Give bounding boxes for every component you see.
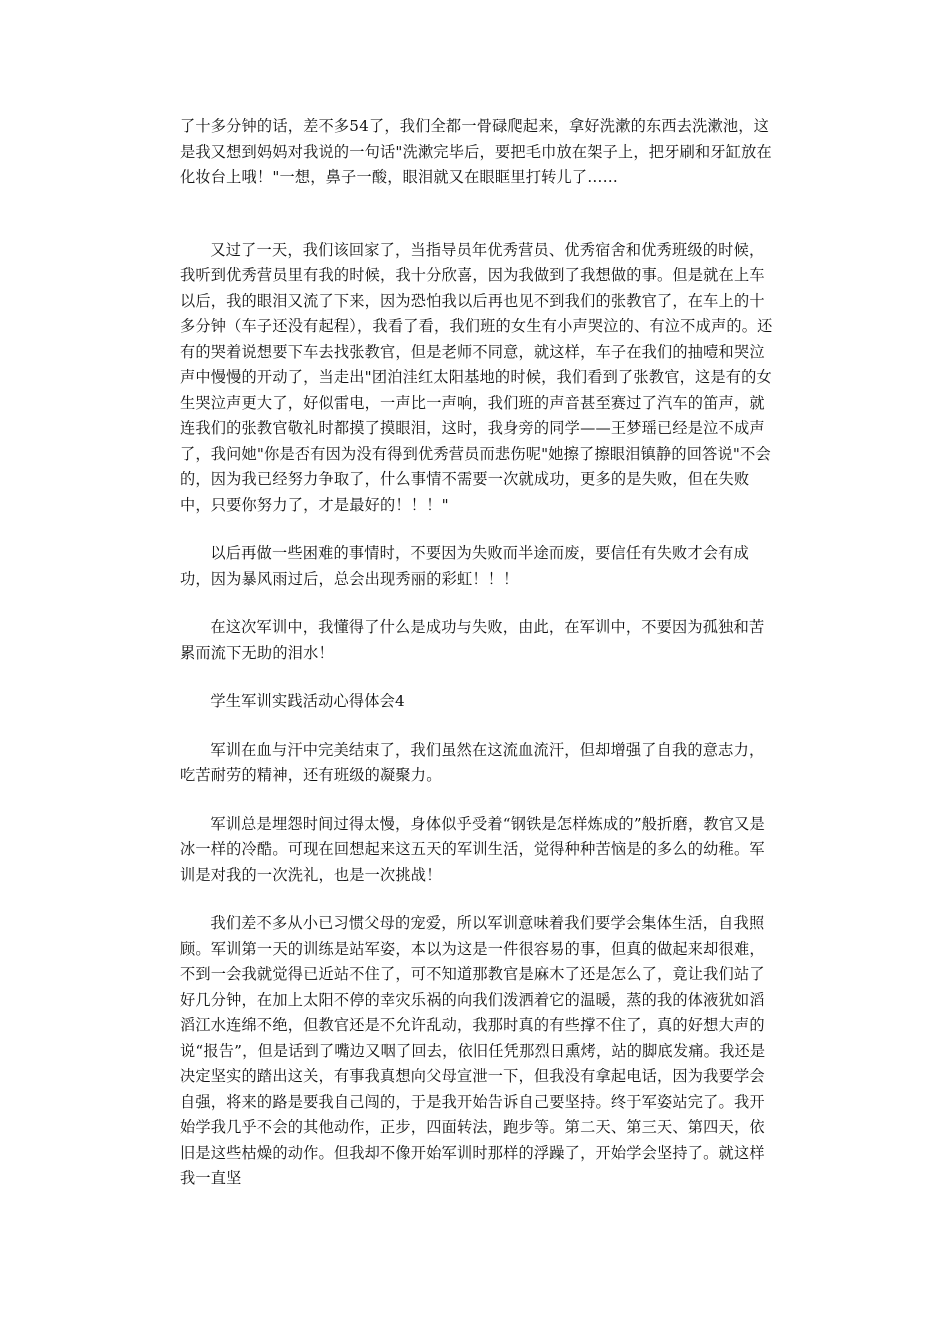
section-heading: 学生军训实践活动心得体会4 (210, 692, 405, 710)
paragraph-training-ended: 军训在血与汗中完美结束了，我们虽然在这流血流汗，但却增强了自我的意志力，吃苦耐劳的精神，还有班级的凝聚力。 (180, 740, 765, 784)
paragraph-standing-posture: 我们差不多从小已习惯父母的宠爱，所以军训意味着我们要学会集体生活，自我照顾。军训第一天的训练是站军姿，本以为这是一件很容易的事，但真的做起来却很难，不到一会我就觉得已近站不住了，可不知道那教官是麻木了还是怎么了，竟让我们站了好几分钟，在加上太阳不停的幸灾乐祸的向我们泼洒着它的温暖，蒸的我的体液犹如滔滔江水连绵不绝，但教官还是不允许乱动，我那时真的有些撑不住了，真的好想大声的说“报告”，但是话到了嘴边又咽了回去，依旧任凭那烈日熏烤，站的脚底发痛。我还是决定坚实的踏出这关，有事我真想向父母宣泄一下，但我没有拿起电话，因为我要学会自强，将来的路是要我自己闯的，于是我开始告诉自己要坚持。终于军姿站完了。我开始学我几乎不会的其他动作，正步，四面转法，跑步等。第二天、第三天、第四天，依旧是这些枯燥的动作。但我却不像开始军训时那样的浮躁了，开始学会坚持了。就这样我一直坚 (180, 914, 766, 1187)
paragraph-complaints: 军训总是埋怨时间过得太慢，身体似乎受着“钢铁是怎样炼成的”般折磨，教官又是冰一样的冷酷。可现在回想起来这五天的军训生活，觉得种种苦恼是的多么的幼稚。军训是对我的一次洗礼，也是一次挑战！ (180, 814, 765, 884)
paragraph-continued: 了十多分钟的话，差不多54了，我们全都一骨碌爬起来，拿好洗漱的东西去洗漱池，这是我又想到妈妈对我说的一句话"洗漱完毕后，要把毛巾放在架子上，把牙刷和牙缸放在化妆台上哦！"一想，鼻子一酸，眼泪就又在眼眶里打转儿了…… (180, 117, 772, 186)
paragraph-rainbow: 以后再做一些困难的事情时，不要因为失败而半途而废，要信任有失败才会有成功，因为暴风雨过后，总会出现秀丽的彩虹！！！ (180, 544, 749, 588)
document-page (180, 114, 776, 1192)
paragraph-going-home: 又过了一天，我们该回家了，当指导员年优秀营员、优秀宿舍和优秀班级的时候，我听到优秀营员里有我的时候，我十分欣喜，因为我做到了我想做的事。但是就在上车以后，我的眼泪又流了下来，因为恐怕我以后再也见不到我们的张教官了，在车上的十多分钟（车子还没有起程），我看了看，我们班的女生有小声哭泣的、有泣不成声的。还有的哭着说想要下车去找张教官，但是老师不同意，就这样，车子在我们的抽噎和哭泣声中慢慢的开动了，当走出"团泊洼红太阳基地的时候，我们看到了张教官，这是有的女生哭泣声更大了，好似雷电，一声比一声响，我们班的声音甚至赛过了汽车的笛声，就连我们的张教官敬礼时都摸了摸眼泪，这时，我身旁的同学——王梦瑶已经是泣不成声了，我问她"你是否有因为没有得到优秀营员而悲伤呢"她擦了擦眼泪镇静的回答说"不会的，因为我已经努力争取了，什么事情不需要一次就成功，更多的是失败，但在失败中，只要你努力了，才是最好的！！！" (180, 240, 773, 514)
paragraph-success-failure: 在这次军训中，我懂得了什么是成功与失败，由此，在军训中，不要因为孤独和苦累而流下无助的泪水！ (180, 618, 765, 662)
